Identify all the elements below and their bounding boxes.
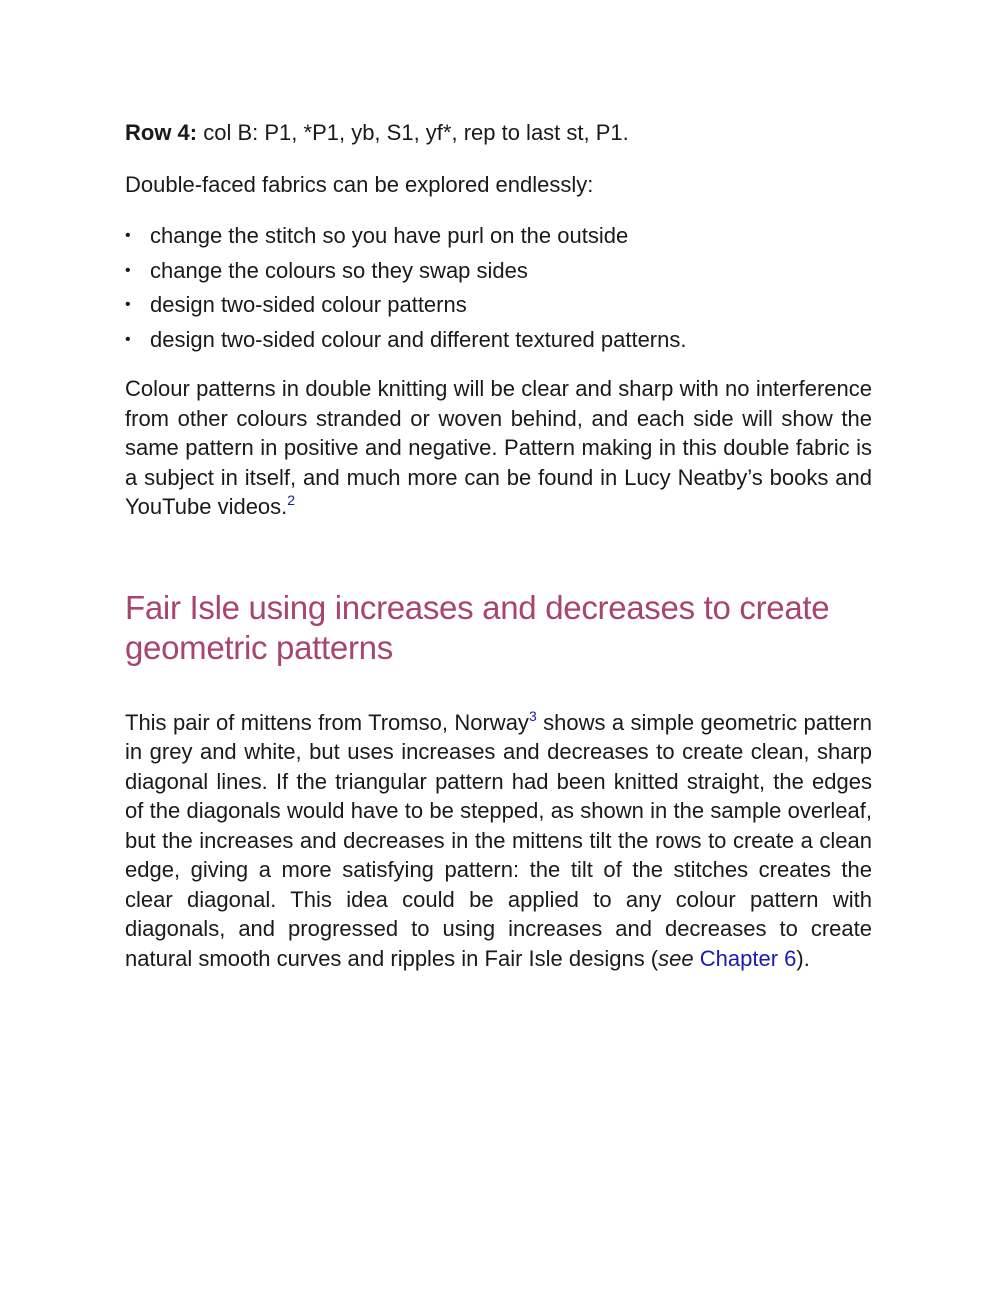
paragraph-double-knitting xyxy=(125,374,872,522)
bullet-icon: • xyxy=(125,296,131,313)
paragraph-text: shows a simple geometric pattern in grey and white, but uses increases and decreases to create clean, sharp diagonal lines. If the triangular pattern had been knitted straight, the edges of the diagonals would have to be stepped, as shown in the sample overleaf, but the increases and decreases in the mittens tilt the rows to create a clean edge, giving a more satisfying pattern: the tilt of the stitches creates the clear diagonal. This idea could be applied to any colour pattern with diagonals, and progressed to using increases and decreases to create natural smooth curves and ripples in Fair Isle designs ( xyxy=(125,709,872,971)
paragraph-text: Colour patterns in double knitting will be clear and sharp with no interference from other colours stranded or woven behind, and each side will show the same pattern in positive and negative. Pattern making in this double fabric is a subject in itself, and much more can be found in Lucy Neatby’s books and YouTube videos. xyxy=(125,376,872,519)
paragraph-fair-isle xyxy=(125,708,872,974)
list-item: • change the colours so they swap sides xyxy=(125,256,872,286)
intro-text: Double-faced fabrics can be explored endlessly: xyxy=(125,171,594,197)
list-item: • design two-sided colour patterns xyxy=(125,290,872,320)
row-4-instruction xyxy=(125,118,872,148)
chapter-6-link[interactable]: Chapter 6 xyxy=(699,945,797,971)
bullet-icon: • xyxy=(125,227,131,244)
bullet-icon: • xyxy=(125,330,131,348)
list-item: • change the stitch so you have purl on the outside xyxy=(125,221,872,251)
footnote-link-2[interactable]: 2 xyxy=(287,492,296,508)
row-4-label: Row 4: xyxy=(125,120,198,145)
list-item: • design two-sided colour and different textured patterns. xyxy=(125,325,872,355)
see-text: see xyxy=(658,945,694,971)
paragraph-text: This pair of mittens from Tromso, Norway xyxy=(125,709,529,735)
bullet-icon: • xyxy=(125,261,131,279)
footnote-link-3[interactable]: 3 xyxy=(528,707,537,724)
page-content xyxy=(125,118,872,973)
bullet-list xyxy=(125,221,872,354)
paragraph-end: ). xyxy=(796,945,810,971)
section-heading: Fair Isle using increases and decreases to create geometric patterns xyxy=(125,588,830,666)
row-4-text: col B: P1, *P1, yb, S1, yf*, rep to last st, P1. xyxy=(197,120,629,145)
